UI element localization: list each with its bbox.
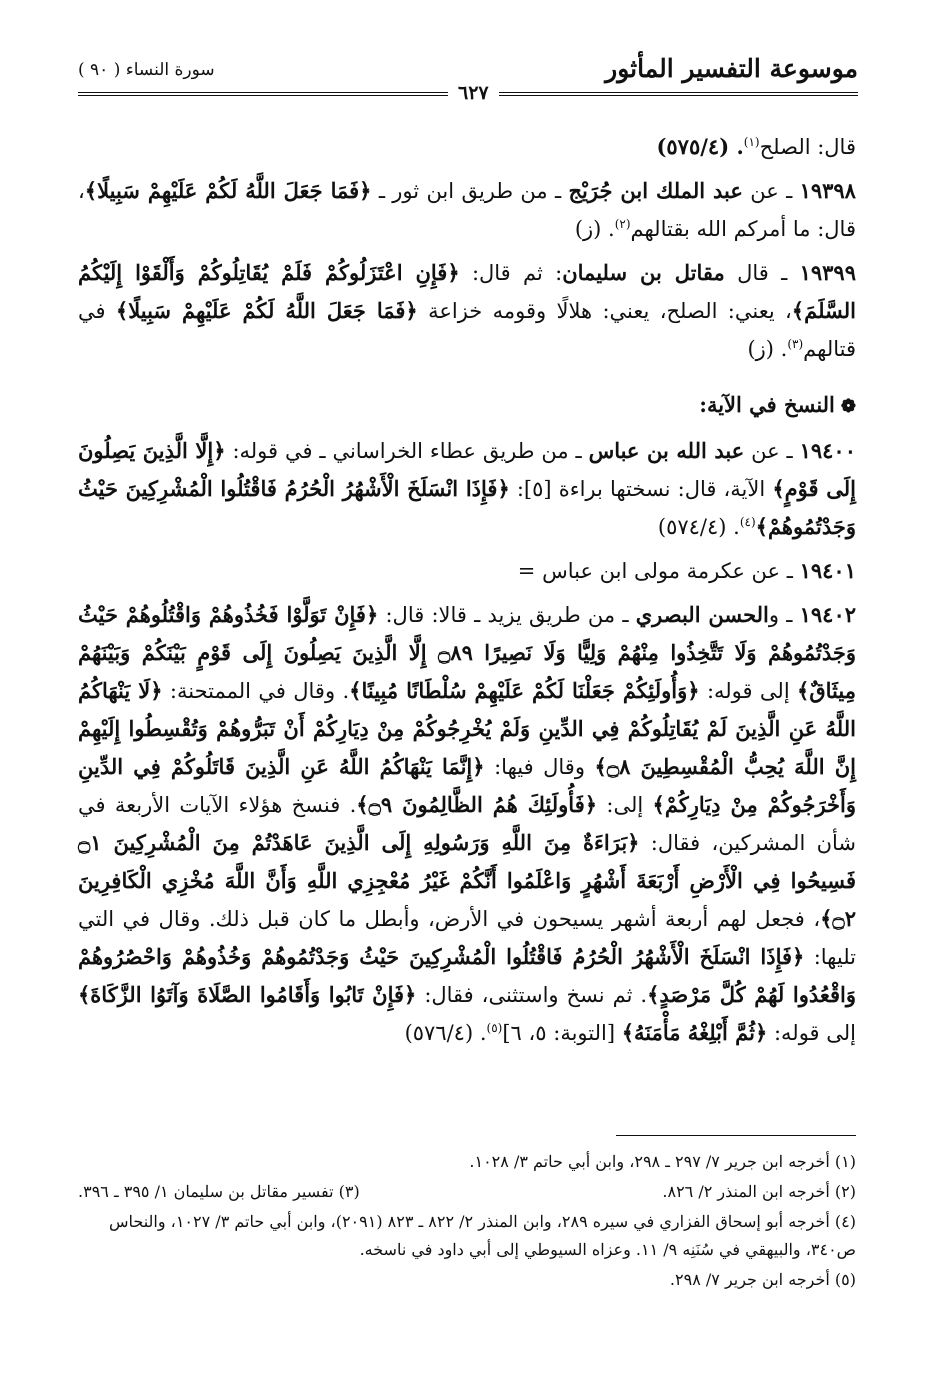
section-heading	[78, 386, 856, 426]
footnote-marker: (١)	[743, 135, 760, 149]
text: . (ز)	[747, 337, 788, 361]
text: ـ من طريق يزيد ـ قالا: قال:	[385, 603, 629, 627]
entry-19398	[78, 172, 856, 248]
footnote-1: (١) أخرجه ابن جرير ٧/ ٢٩٧ ـ ٢٩٨، وابن أبي حاتم ٣/ ١٠٢٨.	[469, 1152, 856, 1171]
text: ، يعني: الصلح، يعني: هلالًا وقومه خزاعة	[428, 299, 792, 323]
text: ، قال: ما أمركم الله بقتالهم	[78, 179, 856, 241]
book-title: موسوعة التفسير المأثور	[605, 54, 858, 83]
entry-19401	[78, 552, 856, 590]
text: إلى قوله:	[706, 679, 798, 703]
text: في قتالهم	[78, 299, 856, 361]
text: ـ قال	[737, 261, 788, 285]
narrator-name: عبد الله بن عباس	[588, 438, 745, 463]
quran-verse: ﴿فَإِنِ اعْتَزَلُوكُمْ فَلَمْ يُقَاتِلُوكُمْ وَأَلْقَوْا إِلَيْكُمُ السَّلَمَ﴾	[78, 260, 856, 323]
text: وقال فيها:	[494, 755, 595, 779]
quran-verse: ﴿فَأُولَئِكَ هُمُ الظَّالِمُونَ ۝٩﴾	[356, 792, 598, 817]
quran-verse: ﴿فَإِنْ تَابُوا وَأَقَامُوا الصَّلَاةَ وَآتَوُا الزَّكَاةَ﴾	[78, 982, 417, 1007]
text: : ثم قال:	[471, 261, 563, 285]
entry-number: ١٩٤٠١	[799, 558, 856, 583]
text: إلى:	[606, 793, 653, 817]
text: ، فجعل لهم أربعة أشهر يسيحون في الأرض، وأبطل ما كان قبل ذلك. وقال في التي تليها:	[78, 907, 856, 969]
text: . فنسخ هؤلاء الآيات الأربعة في شأن المشركين، فقال:	[78, 793, 857, 855]
entry-19400	[78, 432, 856, 546]
footnote-rule	[616, 1135, 856, 1136]
text: ـ عن	[750, 179, 793, 203]
footnote-marker: (٢)	[614, 217, 631, 231]
footnote-4: (٤) أخرجه أبو إسحاق الفزاري في سيره ٢٨٩، وابن المنذر ٢/ ٨٢٢ ـ ٨٢٣ (٢٠٩١)، وابن أبي حاتم ٣/ ١٠٢٧، والنحاس ص٣٤٠، والبيهقي في سُنَنِه ٩/ ١١. وعزاه السيوطي إلى أبي داود في ناسخه.	[108, 1212, 856, 1259]
footnote-row	[78, 1178, 856, 1208]
quran-verse: ﴿بَرَاءَةٌ مِنَ اللَّهِ وَرَسُولِهِ إِلَى الَّذِينَ عَاهَدْتُمْ مِنَ الْمُشْرِكِينَ ۝١ فَسِيحُوا فِي الْأَرْضِ أَرْبَعَةَ أَشْهُرٍ وَاعْلَمُوا أَنَّكُمْ غَيْرُ مُعْجِزِي اللَّهِ وَأَنَّ اللَّهَ مُخْزِي الْكَافِرِينَ ۝٢﴾	[78, 830, 856, 931]
footnote-3: (٣) تفسير مقاتل بن سليمان ١/ ٣٩٥ ـ ٣٩٦.	[78, 1182, 360, 1201]
quran-verse: ﴿فَمَا جَعَلَ اللَّهُ لَكُمْ عَلَيْهِمْ سَبِيلًا﴾	[84, 178, 372, 203]
quran-verse: ﴿فَإِنْ تَوَلَّوْا فَخُذُوهُمْ وَاقْتُلُوهُمْ حَيْثُ وَجَدْتُمُوهُمْ وَلَا تَتَّخِذُوا مِنْهُمْ وَلِيًّا وَلَا نَصِيرًا ۝٨٩ إِلَّا الَّذِينَ يَصِلُونَ إِلَى قَوْمٍ بَيْنَكُمْ وَبَيْنَهُمْ مِيثَاقٌ﴾	[78, 602, 856, 703]
text: ـ من طريق عطاء الخراساني ـ في قوله:	[232, 439, 582, 463]
text: ـ عن	[751, 439, 793, 463]
volume-reference: . (٥٧٥/٤)	[656, 134, 744, 159]
quran-verse: ﴿إِنَّمَا يَنْهَاكُمُ اللَّهُ عَنِ الَّذِينَ قَاتَلُوكُمْ فِي الدِّينِ وَأَخْرَجُوكُمْ مِنْ دِيَارِكُمْ﴾	[78, 754, 857, 817]
text: . وقال في الممتحنة:	[169, 679, 350, 703]
text: . (٥٧٤/٤)	[657, 515, 740, 539]
footnote-marker: (٥)	[486, 1021, 503, 1035]
quran-verse: ﴿فَإِذَا انْسَلَخَ الْأَشْهُرُ الْحُرُمُ فَاقْتُلُوا الْمُشْرِكِينَ حَيْثُ وَجَدْتُمُوهُمْ﴾	[78, 476, 856, 539]
narrator-name: الحسن البصري	[635, 602, 769, 627]
page-number: ٦٢٧	[448, 82, 499, 104]
footnote-marker: (٤)	[739, 515, 756, 529]
footnote-marker: (٣)	[787, 337, 804, 351]
surah-title: سورة النساء ( ٩٠ )	[78, 60, 215, 80]
text: . (ز)	[574, 217, 615, 241]
text: ـ من طريق ابن ثور ـ	[378, 179, 562, 203]
main-text	[78, 128, 856, 1058]
ornament-icon: ❁	[840, 396, 856, 417]
quran-verse: ﴿إِلَّا الَّذِينَ يَصِلُونَ إِلَى قَوْمٍ﴾	[78, 438, 856, 501]
section-title: النسخ في الآية:	[699, 392, 835, 417]
entry-number: ١٩٤٠٠	[799, 438, 856, 463]
quran-verse: ﴿فَمَا جَعَلَ اللَّهُ لَكُمْ عَلَيْهِمْ سَبِيلًا﴾	[115, 298, 418, 323]
text: إلى قوله:	[773, 1021, 856, 1045]
narrator-name: عبد الملك ابن جُرَيْج	[568, 178, 743, 203]
entry-19399	[78, 254, 856, 368]
page-header	[78, 48, 858, 104]
quran-verse: ﴿لَا يَنْهَاكُمُ اللَّهُ عَنِ الَّذِينَ لَمْ يُقَاتِلُوكُمْ فِي الدِّينِ وَلَمْ يُخْرِجُوكُمْ مِنْ دِيَارِكُمْ أَنْ تَبَرُّوهُمْ وَتُقْسِطُوا إِلَيْهِمْ إِنَّ اللَّهَ يُحِبُّ الْمُقْسِطِينَ ۝٨﴾	[78, 678, 857, 779]
text: ـ و	[768, 603, 793, 627]
entry-19402	[78, 596, 856, 1052]
text: ـ عن عكرمة مولى ابن عباس =	[517, 559, 793, 583]
entry-number: ١٩٣٩٩	[799, 260, 856, 285]
footnote-5: (٥) أخرجه ابن جرير ٧/ ٢٩٨.	[669, 1270, 856, 1289]
narrator-name: مقاتل بن سليمان	[562, 260, 725, 285]
footnotes	[78, 1148, 856, 1296]
text: [التوبة: ٥، ٦]	[502, 1021, 622, 1045]
text: قال: الصلح	[759, 135, 856, 159]
text: . (٥٧٦/٤)	[404, 1021, 487, 1045]
quran-verse: ﴿وَأُولَئِكُمْ جَعَلْنَا لَكُمْ عَلَيْهِمْ سُلْطَانًا مُبِينًا﴾	[349, 678, 700, 703]
quran-verse: ﴿فَإِذَا انْسَلَخَ الْأَشْهُرُ الْحُرُمُ فَاقْتُلُوا الْمُشْرِكِينَ حَيْثُ وَجَدْتُمُوهُمْ وَخُذُوهُمْ وَاحْصُرُوهُمْ وَاقْعُدُوا لَهُمْ كُلَّ مَرْصَدٍ﴾	[78, 944, 857, 1007]
entry-number: ١٩٤٠٢	[799, 602, 857, 627]
paragraph-intro	[78, 128, 856, 166]
text: . ثم نسخ واستثنى، فقال:	[424, 983, 648, 1007]
quran-verse: ﴿ثُمَّ أَبْلِغْهُ مَأْمَنَهُ﴾	[621, 1020, 768, 1045]
entry-number: ١٩٣٩٨	[799, 178, 856, 203]
footnote-2: (٢) أخرجه ابن المنذر ٢/ ٨٢٦.	[662, 1182, 856, 1201]
text: الآية، قال: نسختها براءة [٥]:	[516, 477, 773, 501]
